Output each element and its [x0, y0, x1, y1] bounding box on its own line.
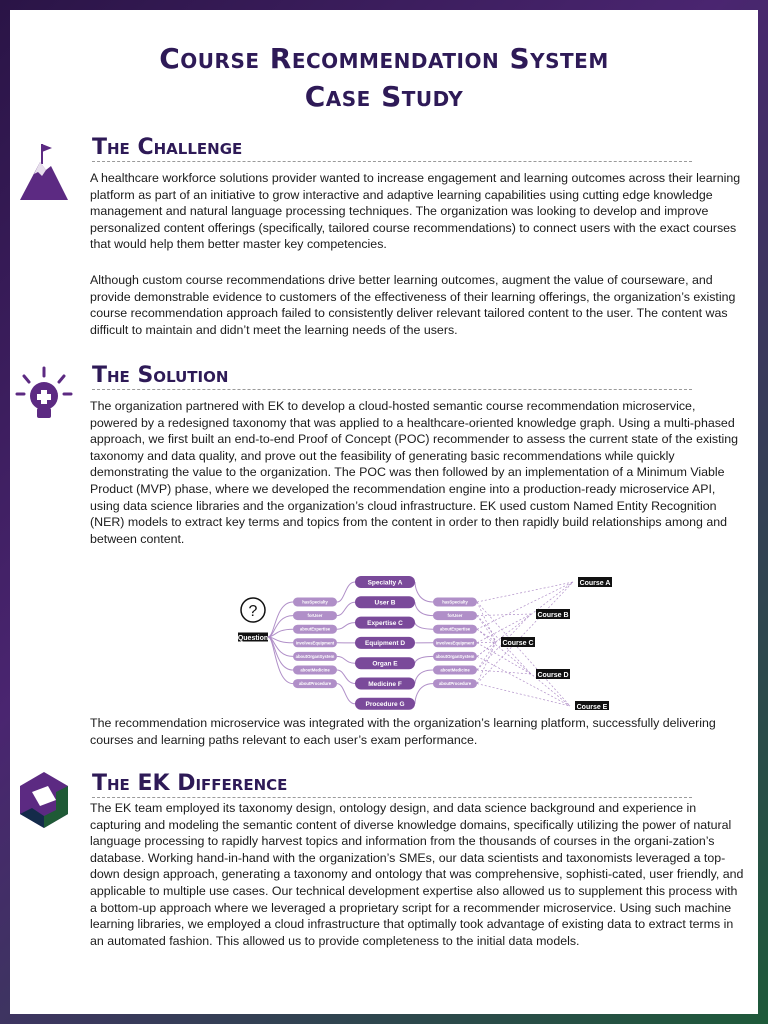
left-edge-label-6: [293, 679, 337, 688]
left-edge-label-3-label: involvesEquipment: [295, 640, 335, 646]
right-edge-label-2: [433, 625, 477, 634]
entity-node-2-label: Expertise C: [367, 619, 403, 627]
entity-node-5-label: Medicine F: [368, 680, 402, 688]
entity-node-0-label: Specialty A: [367, 579, 403, 587]
difference-paragraph-1: The EK team employed its taxonomy design, ontology design, and data science background and experience in capturing and modeling the semantic content of diverse knowledge domains, specifically utilizing the power of natural language processing to rapidly harvest topics and information from the thousands of courses in the organi-zation’s database. Working hand-in-hand with the organization’s SMEs, our data scientists and taxonomists leveraged a top-down design approach, generating a taxonomy and ontology that was comprehensive, sophisti-cated, user friendly, and applicable to multiple use cases. Our technical development expertise also allowed us to supplement this process with a bottom-up approach where we leveraged a proprietary script for a recommender microservice. Using such machine learning libraries, we employed a cloud infrastructure that optimally took advantage of existing data to extract terms in an automated fashion. This allowed us to provide completeness to the initial data models.: [90, 801, 744, 948]
right-edge-label-1-label: forUser: [447, 613, 463, 619]
entity-node-5: [355, 678, 415, 690]
course-edge: [477, 642, 496, 656]
entity-node-0: [355, 576, 415, 588]
course-edge: [477, 656, 570, 706]
right-edge-label-3-label: involvesEquipment: [435, 640, 475, 646]
question-mark-icon: ?: [248, 603, 258, 620]
challenge-paragraph-2: Although custom course recommendations drive better learning outcomes, augment the value of courseware, and provide demonstrable evidence to customers of the effectiveness of their learning offerings, the organization’s existing course recommendation approach failed to consistently deliver relevant tailored content to the user. The content was difficult to maintain and didn’t meet the learning needs of the users.: [90, 273, 736, 337]
left-edge: [337, 684, 355, 704]
solution-divider: [92, 389, 692, 390]
left-edge-label-6-label: aboutProcedure: [298, 681, 332, 687]
entity-node-1: [355, 596, 415, 608]
entity-node-1-label: User B: [374, 599, 396, 607]
course-edge: [477, 602, 496, 642]
question-box: [238, 633, 268, 643]
left-edge-label-5: [293, 666, 337, 675]
course-edge: [477, 643, 531, 674]
solution-paragraph-2: The recommendation microservice was integrated with the organization’s learning platform, successfully delivering courses and learning paths relevant to each user’s exam performance.: [90, 716, 716, 747]
course-edge: [477, 582, 573, 602]
entity-node-4-label: Organ E: [372, 660, 398, 668]
right-edge-label-5-label: aboutMedicine: [440, 667, 470, 673]
left-edge-label-2: [293, 625, 337, 634]
difference-heading: The EK Difference: [92, 771, 288, 796]
left-edge-label-1-label: forUser: [307, 613, 323, 619]
right-edge: [415, 670, 433, 684]
left-edge-label-4-label: aboutOrganSystem: [295, 653, 335, 659]
entity-node-2: [355, 617, 415, 629]
left-edge: [337, 582, 355, 602]
solution-paragraph-1: The organization partnered with EK to develop a cloud-hosted semantic course recommendation microservice, powered by a redesigned taxonomy that was applied to a healthcare-oriented knowledge graph. Using a multi-phased approach, we first built an end-to-end Proof of Concept (POC) recommender to assess the current state of the existing taxonomy and data quality, and prove out the feasibility of generating basic recommendations while quickly demonstrating the value to the organization. The POC was then followed by an implementation of a Minimum Viable Product (MVP) phase, where we developed the recommendation engine into a production-ready microservice API, using data science libraries and the organization’s cloud infrastructure. EK used custom Named Entity Recognition (NER) models to extract key terms and topics from the content in order to then rapidly build relationships among and between content.: [90, 399, 739, 546]
question-edge: [268, 637, 293, 684]
entity-node-3-label: Equipment D: [364, 640, 406, 648]
course-node-0-label: Course A: [579, 580, 611, 587]
challenge-paragraph-1: A healthcare workforce solutions provider wanted to increase engagement and learning outcomes across their learning platform as part of an initiative to grow interactive and adaptive learning capabilities using cutting edge knowledge management and natural language processing techniques. The organization was looking to develop and improve personalized content offerings (specifically, tailored course recommendations) to connect users with the exact courses that would help them better master key competencies.: [90, 171, 741, 252]
right-edge-label-4: [433, 652, 477, 661]
mountain-flag-icon: [18, 140, 70, 202]
right-edge: [415, 656, 433, 663]
right-edge-label-6: [433, 679, 477, 688]
right-edge: [415, 623, 433, 630]
left-edge: [337, 656, 355, 663]
right-edge-label-3: [433, 638, 477, 647]
entity-node-3: [355, 637, 415, 649]
course-node-2-label: Course C: [502, 640, 534, 647]
right-edge-label-2-label: aboutExpertise: [439, 626, 471, 632]
solution-heading: The Solution: [92, 363, 229, 388]
challenge-divider: [92, 161, 692, 162]
course-edge: [477, 642, 496, 684]
course-edge: [477, 684, 570, 706]
left-edge-label-5-label: aboutMedicine: [300, 667, 330, 673]
course-node-2: [501, 637, 535, 647]
course-edge: [477, 616, 496, 642]
course-node-0: [578, 577, 612, 587]
right-edge-label-1: [433, 611, 477, 620]
knowledge-graph-diagram: [220, 560, 620, 710]
right-edge-label-0-label: hasSpecialty: [442, 599, 468, 605]
left-edge-label-2-label: aboutExpertise: [299, 626, 331, 632]
course-node-4: [575, 701, 609, 710]
title-line-2: Case Study: [304, 80, 464, 113]
left-edge-label-4: [293, 652, 337, 661]
course-node-1-label: Course B: [537, 612, 569, 619]
left-edge: [337, 602, 355, 615]
course-edge: [477, 670, 531, 674]
right-edge: [415, 684, 433, 704]
right-edge-label-4-label: aboutOrganSystem: [435, 653, 475, 659]
course-edge: [477, 582, 573, 629]
page: [10, 10, 758, 1014]
challenge-heading: The Challenge: [92, 135, 243, 160]
question-box-label: Question: [237, 635, 269, 642]
course-node-1: [536, 609, 570, 619]
question-edge: [268, 616, 293, 637]
question-node: [241, 598, 265, 622]
entity-node-6-label: Procedure G: [365, 701, 405, 709]
ek-logo-icon: [18, 770, 70, 830]
left-edge-label-3: [293, 638, 337, 647]
course-node-4-label: Course E: [576, 704, 608, 710]
right-edge-label-5: [433, 666, 477, 675]
right-edge: [415, 582, 433, 602]
lightbulb-puzzle-icon: [14, 366, 74, 428]
entity-node-4: [355, 657, 415, 669]
left-edge-label-0: [293, 598, 337, 607]
title-line-1: Course Recommendation System: [159, 42, 609, 75]
page-title: [10, 40, 758, 116]
right-edge: [415, 602, 433, 615]
course-node-3: [536, 669, 570, 679]
course-edge: [477, 642, 496, 670]
right-edge-label-6-label: aboutProcedure: [438, 681, 472, 687]
left-edge-label-1: [293, 611, 337, 620]
left-edge: [337, 623, 355, 630]
difference-divider: [92, 797, 692, 798]
entity-node-6: [355, 698, 415, 710]
right-edge-label-0: [433, 598, 477, 607]
course-node-3-label: Course D: [537, 672, 569, 679]
left-edge-label-0-label: hasSpecialty: [302, 599, 328, 605]
left-edge: [337, 670, 355, 684]
course-edge: [477, 614, 531, 616]
